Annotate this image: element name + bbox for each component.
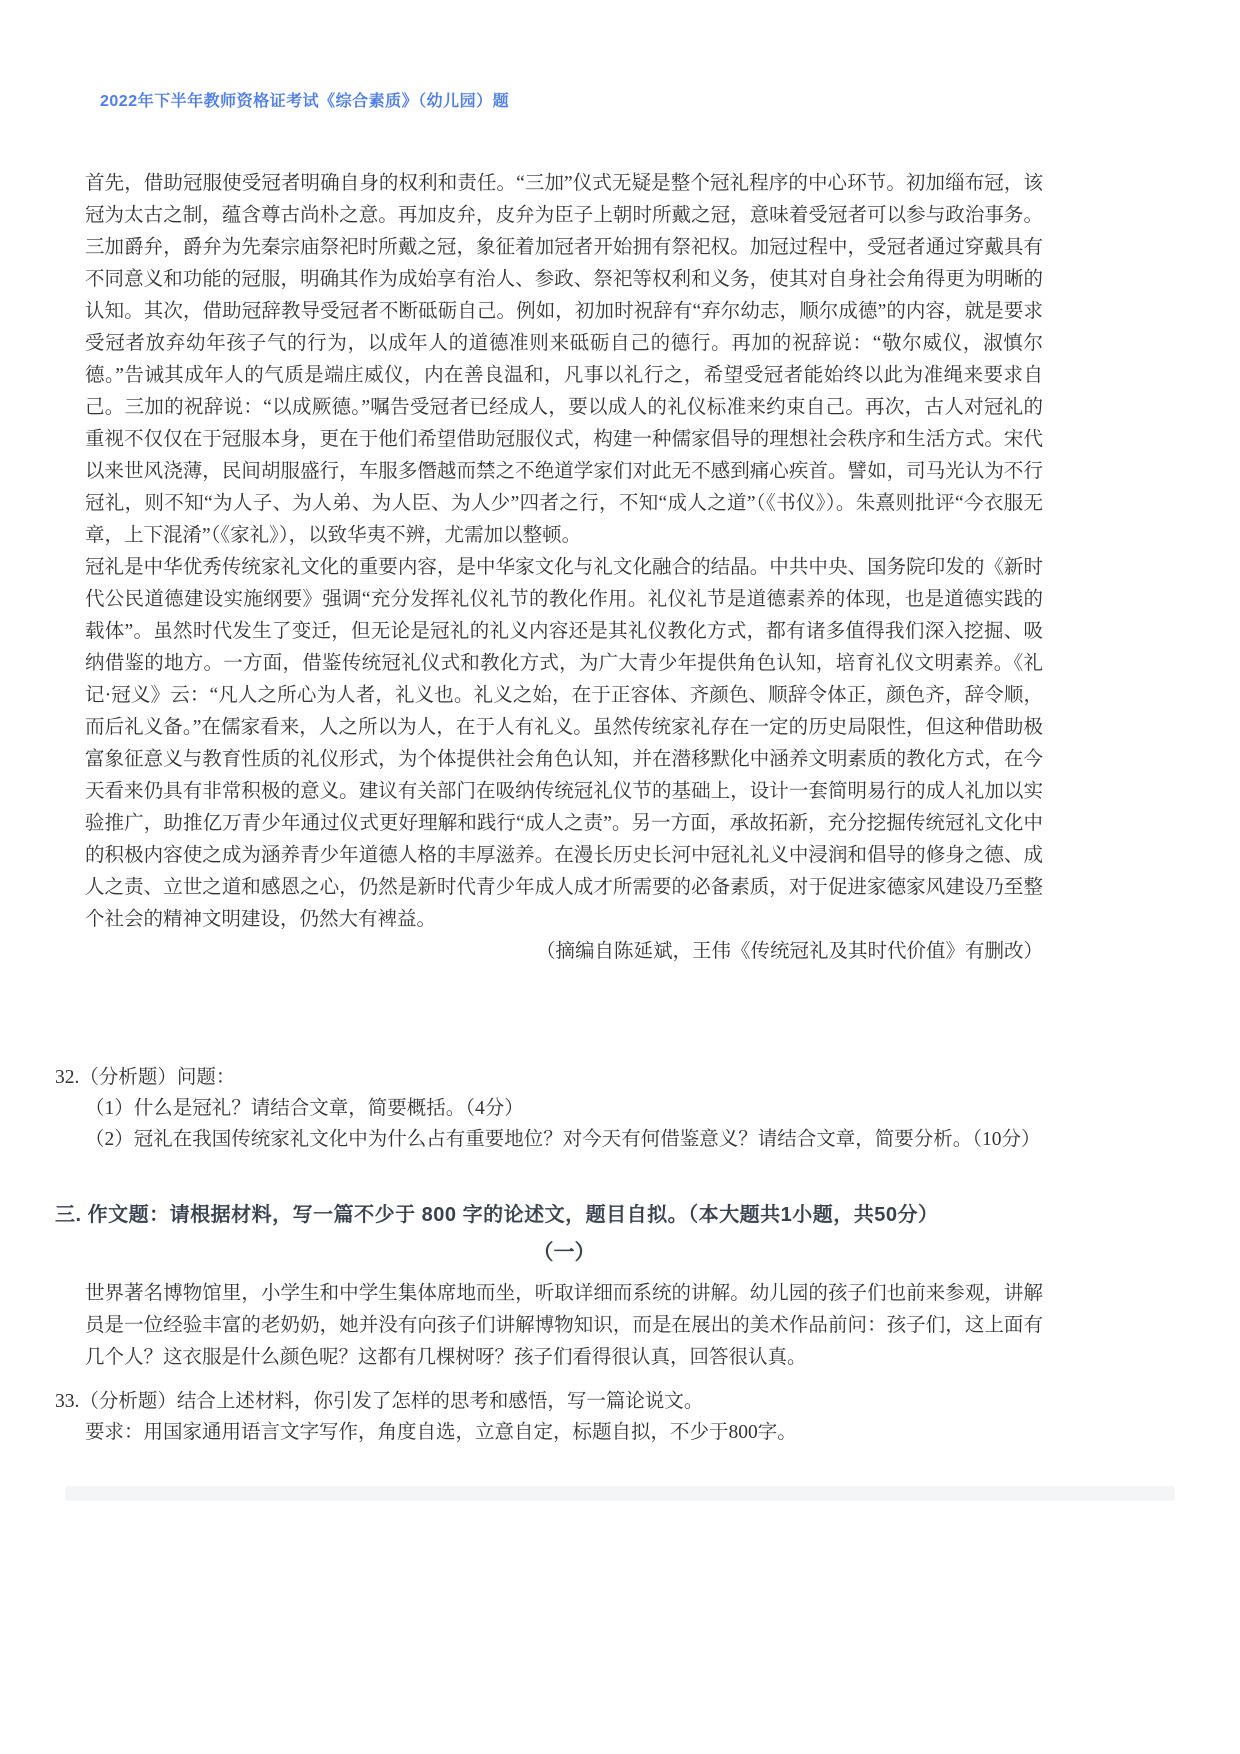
reading-passage: [85, 168, 1043, 968]
material-label: （一）: [532, 1241, 596, 1264]
question-32-stem: 32.（分析题）问题：: [55, 1067, 236, 1088]
passage-attribution: （摘编自陈延斌，王伟《传统冠礼及其时代价值》有删改）: [535, 941, 1043, 962]
question-33-requirement: 要求：用国家通用语言文字写作，角度自选，立意自定，标题自拟，不少于800字。: [85, 1422, 797, 1443]
page-title: 2022年下半年教师资格证考试《综合素质》（幼儿园）题: [100, 93, 510, 110]
essay-material: 世界著名博物馆里，小学生和中学生集体席地而坐，听取详细而系统的讲解。幼儿园的孩子们也前来参观，讲解员是一位经验丰富的老奶奶，她并没有向孩子们讲解博物知识，而是在展出的美术作品前问：孩子们，这上面有几个人？这衣服是什么颜色呢？这都有几棵树呀？孩子们看得很认真，回答很认真。: [85, 1283, 1043, 1368]
passage-paragraph-2: 冠礼是中华优秀传统家礼文化的重要内容，是中华家文化与礼文化融合的结晶。中共中央、国务院印发的《新时代公民道德建设实施纲要》强调“充分发挥礼仪礼节的教化作用。礼仪礼节是道德素养的体现，也是道德实践的载体”。虽然时代发生了变迁，但无论是冠礼的礼义内容还是其礼仪教化方式，都有诸多值得我们深入挖掘、吸纳借鉴的地方。一方面，借鉴传统冠礼仪式和教化方式，为广大青少年提供角色认知，培育礼仪文明素养。《礼记·冠义》云：“凡人之所心为人者，礼义也。礼义之始，在于正容体、齐颜色、顺辞令体正，颜色齐，辞令顺，而后礼义备。”在儒家看来，人之所以为人，在于人有礼义。虽然传统家礼存在一定的历史局限性，但这种借助极富象征意义与教育性质的礼仪形式，为个体提供社会角色认知，并在潜移默化中涵养文明素质的教化方式，在今天看来仍具有非常积极的意义。建议有关部门在吸纳传统冠礼仪节的基础上，设计一套简明易行的成人礼加以实验推广，助推亿万青少年通过仪式更好理解和践行“成人之责”。另一方面，承故拓新，充分挖掘传统冠礼文化中的积极内容使之成为涵养青少年道德人格的丰厚滋养。在漫长历史长河中冠礼礼义中浸润和倡导的修身之德、成人之责、立世之道和感恩之心，仍然是新时代青少年成人成才所需要的必备素质，对于促进家德家风建设乃至整个社会的精神文明建设，仍然大有裨益。: [85, 557, 1043, 930]
footer-divider: [65, 1486, 1175, 1501]
section-3-heading: 三. 作文题：请根据材料，写一篇不少于 800 字的论述文，题目自拟。（本大题共1小题，共50分）: [55, 1204, 939, 1226]
question-33-stem: 33.（分析题）结合上述材料，你引发了怎样的思考和感悟，写一篇论说文。: [55, 1391, 704, 1412]
question-32-item-2: （2）冠礼在我国传统家礼文化中为什么占有重要地位？对今天有何借鉴意义？请结合文章，简要分析。（10分）: [85, 1129, 1041, 1150]
question-32: [55, 1062, 1110, 1155]
passage-paragraph-1: 首先，借助冠服使受冠者明确自身的权利和责任。“三加”仪式无疑是整个冠礼程序的中心环节。初加缁布冠，该冠为太古之制，蕴含尊古尚朴之意。再加皮弁，皮弁为臣子上朝时所戴之冠，意味着受冠者可以参与政治事务。三加爵弁，爵弁为先秦宗庙祭祀时所戴之冠，象征着加冠者开始拥有祭祀权。加冠过程中，受冠者通过穿戴具有不同意义和功能的冠服，明确其作为成始享有治人、参政、祭祀等权利和义务，使其对自身社会角得更为明晰的认知。其次，借助冠辞教导受冠者不断砥砺自己。例如，初加时祝辞有“弃尔幼志，顺尔成德”的内容，就是要求受冠者放弃幼年孩子气的行为，以成年人的道德准则来砥砺自己的德行。再加的祝辞说：“敬尔威仪，淑慎尔德。”告诫其成年人的气质是端庄威仪，内在善良温和，凡事以礼行之，希望受冠者能始终以此为准绳来要求自己。三加的祝辞说：“以成厥德。”嘱告受冠者已经成人，要以成人的礼仪标准来约束自己。再次，古人对冠礼的重视不仅仅在于冠服本身，更在于他们希望借助冠服仪式，构建一种儒家倡导的理想社会秩序和生活方式。宋代以来世风浇薄，民间胡服盛行，车服多僭越而禁之不绝道学家们对此无不感到痛心疾首。譬如，司马光认为不行冠礼，则不知“为人子、为人弟、为人臣、为人少”四者之行，不知“成人之道”（《书仪》）。朱熹则批评“今衣服无章，上下混淆”（《家礼》），以致华夷不辨，尤需加以整顿。: [85, 173, 1043, 546]
question-33: [55, 1386, 1110, 1448]
question-32-item-1: （1）什么是冠礼？请结合文章，简要概括。（4分）: [85, 1098, 524, 1119]
question-32-items: [85, 1093, 1110, 1155]
